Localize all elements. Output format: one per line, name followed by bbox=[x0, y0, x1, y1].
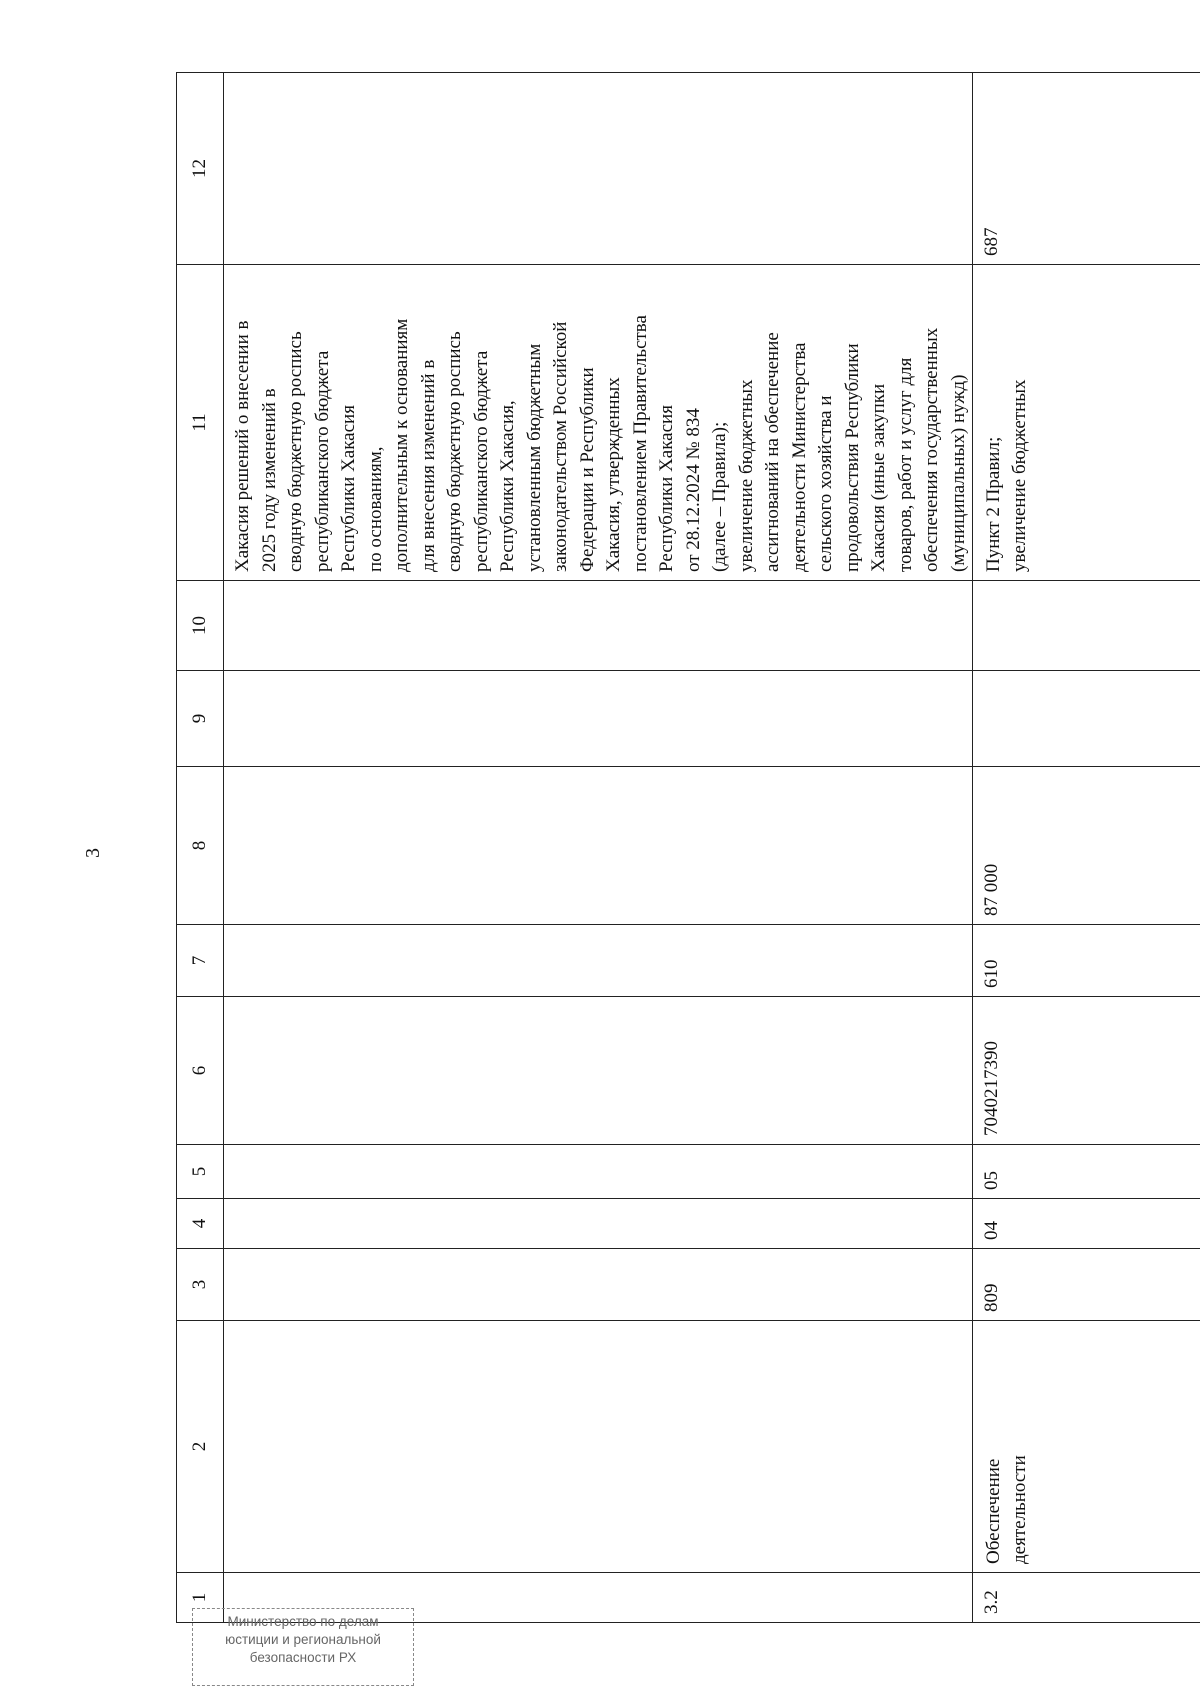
stamp-line-3: безопасности РХ bbox=[249, 1650, 357, 1665]
cont-col-3 bbox=[224, 1249, 973, 1321]
cont-col-5 bbox=[224, 1145, 973, 1199]
cont-col-6 bbox=[224, 997, 973, 1145]
page-number: 3 bbox=[82, 848, 104, 858]
cont-col-7 bbox=[224, 925, 973, 997]
header-col-6: 6 bbox=[177, 997, 224, 1145]
header-col-5: 5 bbox=[177, 1145, 224, 1199]
table-row-continuation bbox=[224, 73, 973, 1623]
row-col-11 bbox=[973, 265, 1200, 581]
registration-stamp bbox=[192, 1608, 414, 1686]
cont-col-2 bbox=[224, 1321, 973, 1573]
row-col-5: 05 bbox=[973, 1145, 1200, 1199]
header-col-7: 7 bbox=[177, 925, 224, 997]
header-col-2: 2 bbox=[177, 1321, 224, 1573]
row-number: 3.2 bbox=[973, 1573, 1200, 1623]
row-col-4: 04 bbox=[973, 1199, 1200, 1249]
cont-col-10 bbox=[224, 581, 973, 671]
cont-col-8 bbox=[224, 767, 973, 925]
header-col-11: 11 bbox=[177, 265, 224, 581]
row-col-9 bbox=[973, 671, 1200, 767]
row-col-10 bbox=[973, 581, 1200, 671]
row-col-11-text: Пункт 2 Правил; увеличение бюджетных bbox=[983, 379, 1030, 572]
row-name-text: Обеспечение деятельности bbox=[983, 1455, 1030, 1564]
header-col-3: 3 bbox=[177, 1249, 224, 1321]
row-col-8: 87 000 bbox=[973, 767, 1200, 925]
header-col-12: 12 bbox=[177, 73, 224, 265]
row-col-7: 610 bbox=[973, 925, 1200, 997]
cont-col-9 bbox=[224, 671, 973, 767]
table-row bbox=[973, 73, 1200, 1623]
cont-col-11 bbox=[224, 265, 973, 581]
cont-col-12 bbox=[224, 73, 973, 265]
header-col-8: 8 bbox=[177, 767, 224, 925]
row-name bbox=[973, 1321, 1200, 1573]
row-col-6: 7040217390 bbox=[973, 997, 1200, 1145]
header-col-9: 9 bbox=[177, 671, 224, 767]
stamp-line-1: Министерство по делам bbox=[227, 1614, 379, 1629]
budget-table bbox=[176, 72, 1200, 1623]
row-col-12: 687 bbox=[973, 73, 1200, 265]
stamp-line-2: юстиции и региональной bbox=[225, 1632, 381, 1647]
header-col-4: 4 bbox=[177, 1199, 224, 1249]
header-col-1: 1 bbox=[177, 1573, 224, 1623]
header-col-10: 10 bbox=[177, 581, 224, 671]
continuation-description: Хакасия решений о внесении в 2025 году изменений в сводную бюджетную роспись республиканского бюджета Республики Хакасия по основаниям, дополнительным к основаниям для внесения изменений в сводную бюджетную роспись республиканского бюджета Республики Хакасия, установленным бюджетным законодательством Российской Федерации и Республики Хакасия, утвержденных постановлением Правительства Республики Хакасия от 28.12.2024 № 834 (далее – Правила); увеличение бюджетных ассигнований на обеспечение деятельности Министерства сельского хозяйства и продовольствия Республики Хакасия (иные закупки товаров, работ и услуг для обеспечения государственных (муниципальных) нужд) bbox=[232, 315, 969, 572]
table-header-row bbox=[177, 73, 224, 1623]
row-col-3: 809 bbox=[973, 1249, 1200, 1321]
cont-col-4 bbox=[224, 1199, 973, 1249]
